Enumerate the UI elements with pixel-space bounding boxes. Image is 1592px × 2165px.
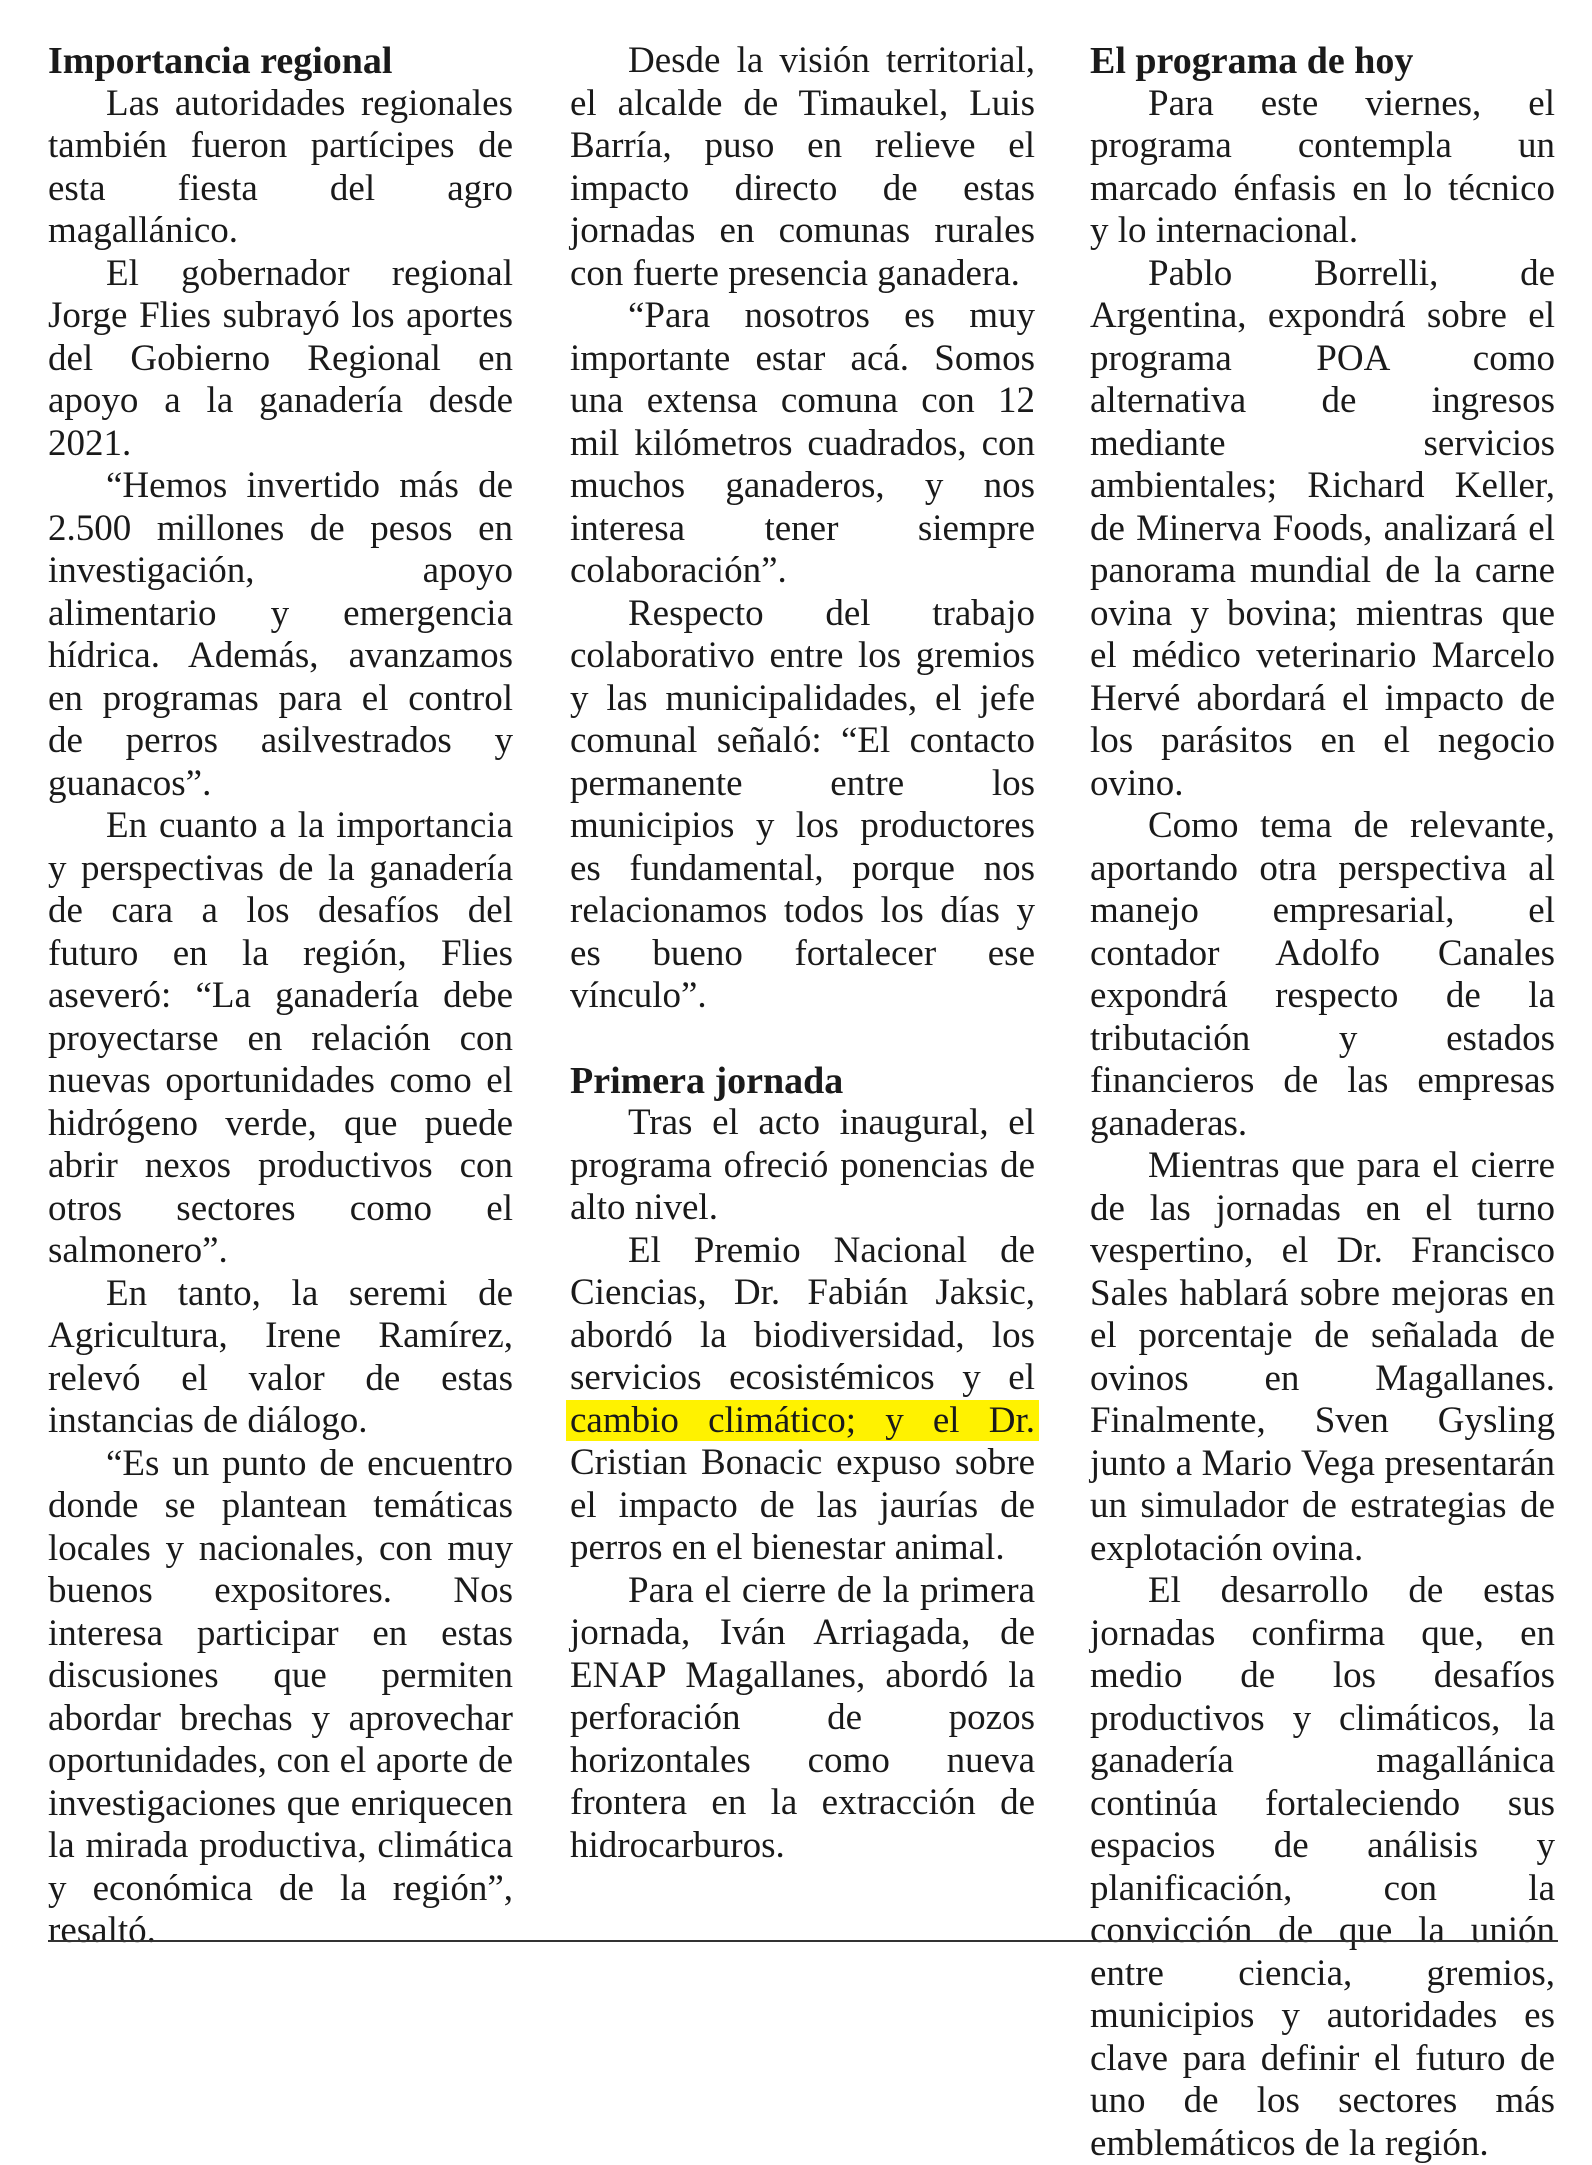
article-column-3 <box>1090 40 1555 2165</box>
highlighted-text: cambio climático; y el Dr. <box>566 1400 1039 1441</box>
quote-paragraph: “Es un punto de encuentro donde se plantean temáticas locales y nacionales, con muy buenos expositores. Nos interesa participar en estas discusiones que permiten abordar brechas y aprovechar oportunidades, con el aporte de investigaciones que enriquecen la mirada productiva, climática y económica de la región”, resaltó. <box>48 1442 513 1951</box>
paragraph: Pablo Borrelli, de Argentina, expondrá sobre el programa POA como alternativa de ingresos mediante servicios ambientales; Richard Keller, de Minerva Foods, analizará el panorama mundial de la carne ovina y bovina; mientras que el médico veterinario Marcelo Hervé abordará el impacto de los parásitos en el negocio ovino. <box>1090 252 1555 804</box>
paragraph: El desarrollo de estas jornadas confirma que, en medio de los desafíos productivos y climáticos, la ganadería magallánica continúa fortaleciendo sus espacios de análisis y planificación, con la convicción de que la unión entre ciencia, gremios, municipios y autoridades es clave para definir el futuro de uno de los sectores más emblemáticos de la región. <box>1090 1570 1555 2164</box>
paragraph-text: Cristian Bonacic expuso sobre el impacto de las jaurías de perros en el bienestar animal. <box>570 1442 1035 1568</box>
quote-paragraph: “Para nosotros es muy importante estar acá. Somos una extensa comuna con 12 mil kilómetros cuadrados, con muchos ganaderos, y nos interesa tener siempre colaboración”. <box>570 295 1035 591</box>
paragraph: El gobernador regional Jorge Flies subrayó los aportes del Gobierno Regional en apoyo a la ganadería desde 2021. <box>48 252 513 464</box>
paragraph: Mientras que para el cierre de las jornadas en el turno vespertino, el Dr. Francisco Sales hablará sobre mejoras en el porcentaje de señalada de ovinos en Magallanes. Finalmente, Sven Gysling junto a Mario Vega presentarán un simulador de estrategias de explotación ovina. <box>1090 1145 1555 1569</box>
section-heading-importancia-regional: Importancia regional <box>48 40 393 82</box>
article-column-2 <box>570 40 1035 1867</box>
paragraph: Como tema de relevante, aportando otra perspectiva al manejo empresarial, el contador Adolfo Canales expondrá respecto de la tributación y estados financieros de las empresas ganaderas. <box>1090 805 1555 1144</box>
paragraph: En cuanto a la importancia y perspectivas de la ganadería de cara a los desafíos del futuro en la región, Flies aseveró: “La ganadería debe proyectarse en relación con nuevas oportunidades como el hidrógeno verde, que puede abrir nexos productivos con otros sectores como el salmonero”. <box>48 805 513 1271</box>
paragraph-text: El Premio Nacional de Ciencias, Dr. Fabián Jaksic, abordó la biodiversidad, los servicios ecosistémicos y el <box>570 1229 1035 1398</box>
paragraph-with-highlight <box>570 1230 1035 1570</box>
bottom-divider <box>48 1940 1558 1942</box>
paragraph: Las autoridades regionales también fueron partícipes de esta fiesta del agro magallánico. <box>48 82 513 251</box>
paragraph: Tras el acto inaugural, el programa ofreció ponencias de alto nivel. <box>570 1102 1035 1228</box>
paragraph: Respecto del trabajo colaborativo entre los gremios y las municipalidades, el jefe comunal señaló: “El contacto permanente entre los municipios y los productores es fundamental, porque nos relacionamos todos los días y es bueno fortalecer ese vínculo”. <box>570 592 1035 1016</box>
section-heading-primera-jornada: Primera jornada <box>570 1059 844 1102</box>
paragraph: Desde la visión territorial, el alcalde de Timaukel, Luis Barría, puso en relieve el impacto directo de estas jornadas en comunas rurales con fuerte presencia ganadera. <box>570 40 1035 294</box>
paragraph: Para el cierre de la primera jornada, Iván Arriagada, de ENAP Magallanes, abordó la perforación de pozos horizontales como nueva frontera en la extracción de hidrocarburos. <box>570 1569 1035 1866</box>
paragraph: En tanto, la seremi de Agricultura, Irene Ramírez, relevó el valor de estas instancias de diálogo. <box>48 1272 513 1441</box>
section-heading-programa-de-hoy: El programa de hoy <box>1090 40 1414 82</box>
quote-paragraph: “Hemos invertido más de 2.500 millones de pesos en investigación, apoyo alimentario y emergencia hídrica. Además, avanzamos en programas para el control de perros asilvestrados y guanacos”. <box>48 465 513 804</box>
paragraph: Para este viernes, el programa contempla un marcado énfasis en lo técnico y lo internacional. <box>1090 82 1555 251</box>
article-column-1 <box>48 40 513 1953</box>
